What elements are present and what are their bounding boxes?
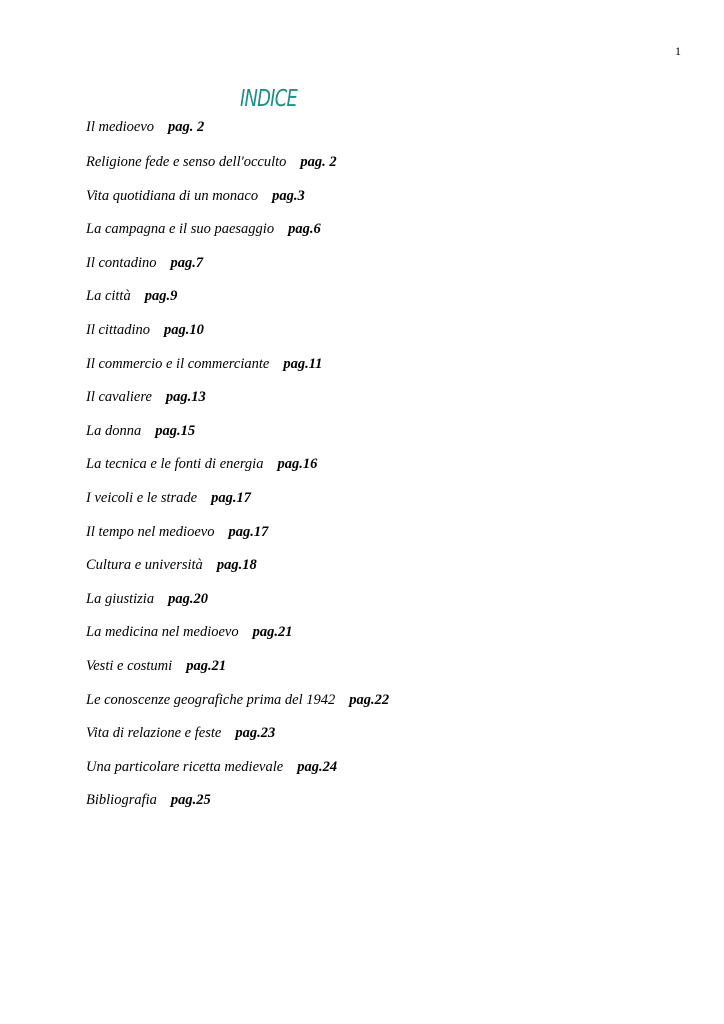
toc-entry — [86, 355, 389, 389]
toc-entry — [86, 153, 389, 187]
toc-entry-page: pag.23 — [235, 725, 276, 742]
toc-entry — [86, 489, 389, 523]
toc-entry-page: pag. 2 — [300, 154, 337, 170]
toc-entry — [86, 590, 389, 624]
toc-entry-label: La donna — [86, 422, 142, 439]
toc-entry-label: Religione fede e senso dell'occulto — [86, 154, 287, 170]
toc-entry-label: Vita quotidiana di un monaco — [86, 187, 259, 204]
toc-entry-page: pag.3 — [272, 187, 305, 204]
toc-entry — [86, 657, 389, 691]
toc-entry — [86, 724, 389, 758]
toc-entry-page: pag. 2 — [168, 119, 205, 135]
toc-entry-page: pag.22 — [349, 691, 390, 708]
toc-entry-label: Il medioevo — [86, 119, 155, 135]
toc-entry-page: pag.6 — [288, 221, 321, 238]
toc-entry — [86, 388, 389, 422]
toc-entry — [86, 791, 389, 825]
toc-entry — [86, 455, 389, 489]
toc-entry — [86, 422, 389, 456]
toc-entry-page: pag.11 — [283, 355, 323, 372]
toc-entry — [86, 187, 389, 221]
toc-entry-page: pag.10 — [164, 321, 204, 338]
toc-entry — [86, 758, 389, 792]
toc-entry — [86, 321, 389, 355]
toc-entry-page: pag.17 — [211, 489, 251, 506]
toc-entry — [86, 254, 389, 288]
toc-entry-page: pag.21 — [252, 624, 293, 641]
toc-entry-label: La tecnica e le fonti di energia — [86, 456, 264, 473]
toc-entry-page: pag.24 — [297, 758, 338, 775]
toc-entry — [86, 523, 389, 557]
toc-entry-page: pag.18 — [216, 557, 257, 574]
toc-entry-label: Le conoscenze geografiche prima del 1942 — [86, 691, 336, 708]
toc-entry-page: pag.9 — [144, 288, 178, 305]
page-number: 1 — [675, 44, 681, 58]
toc-entry — [86, 118, 389, 153]
toc-entry-page: pag.25 — [170, 792, 211, 809]
toc-entry-label: Vesti e costumi — [86, 657, 173, 674]
toc-entry-page: pag.13 — [165, 389, 206, 406]
toc-entry — [86, 623, 389, 657]
toc-entry — [86, 287, 389, 321]
toc-entry-label: Il cittadino — [86, 321, 151, 338]
toc-entry-label: Il contadino — [86, 254, 157, 271]
toc-entry — [86, 691, 389, 725]
toc-entry-label: Il commercio e il commerciante — [86, 355, 270, 372]
toc-entry-page: pag.20 — [168, 590, 208, 607]
table-of-contents — [86, 118, 389, 825]
toc-entry-label: La medicina nel medioevo — [86, 624, 239, 641]
toc-entry-label: La giustizia — [86, 590, 155, 607]
toc-entry-label: Il cavaliere — [86, 389, 152, 406]
toc-entry-label: Il tempo nel medioevo — [86, 523, 215, 540]
toc-entry-label: I veicoli e le strade — [86, 489, 198, 506]
toc-entry-page: pag.15 — [155, 422, 196, 439]
toc-entry-label: La città — [86, 288, 131, 305]
toc-entry-label: Vita di relazione e feste — [86, 725, 222, 742]
toc-entry-label: La campagna e il suo paesaggio — [86, 221, 275, 238]
page-title: INDICE — [240, 86, 298, 112]
toc-entry-page: pag.17 — [228, 523, 269, 540]
toc-entry-page: pag.16 — [277, 456, 318, 473]
toc-entry — [86, 556, 389, 590]
toc-entry — [86, 220, 389, 254]
toc-entry-page: pag.7 — [170, 254, 204, 271]
toc-entry-page: pag.21 — [186, 657, 227, 674]
toc-entry-label: Cultura e università — [86, 557, 203, 574]
toc-entry-label: Bibliografia — [86, 792, 157, 809]
toc-entry-label: Una particolare ricetta medievale — [86, 758, 284, 775]
